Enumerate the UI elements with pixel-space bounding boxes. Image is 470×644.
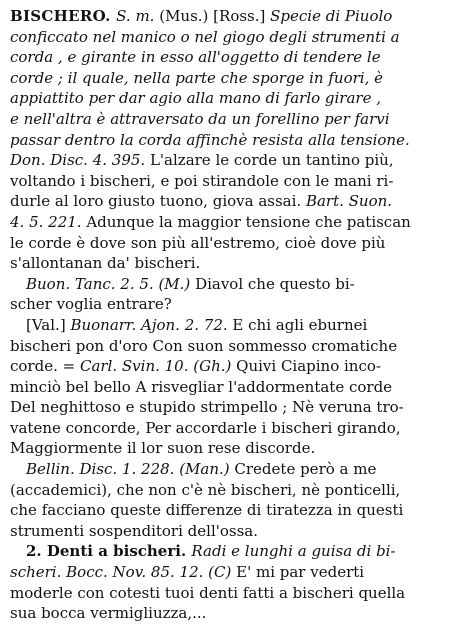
quote-line: che facciano queste differenze di tiratezza in questi [10, 501, 404, 520]
definition-text: scheri. [10, 563, 67, 582]
quote-text: E' mi par vederti [231, 563, 365, 582]
definition-line: corde ; il quale, nella parte che sporge in fuori, è [10, 68, 383, 87]
definition-line: appiattito per dar agio alla mano di farlo girare , [10, 89, 382, 108]
entry-line [10, 6, 462, 27]
quote-text: Quivi Ciapino inco- [231, 357, 381, 376]
citation-ref: Don. Disc. 4. 395. [10, 151, 146, 170]
quote-text: corde. = [10, 357, 80, 376]
citation-line [10, 212, 462, 233]
definition-line: passar dentro la corda affinchè resista alla tensione. [10, 130, 410, 149]
citation-ref: Buon. Tanc. 2. 5. (M.) [26, 274, 191, 293]
citation-line [10, 274, 462, 295]
source-tag: (Mus.) [Ross.] [159, 7, 271, 25]
quote-line: vatene concorde, Per accordarle i bischeri girando, [10, 418, 401, 437]
citation-line [10, 562, 462, 583]
citation-ref: Buonarr. Ajon. 2. 72. [70, 315, 228, 334]
definition-line: e nell'altra è attraversato da un forellino per farvi [10, 109, 390, 128]
definition-line: conficcato nel manico o nel giogo degli strumenti a [10, 27, 400, 46]
quote-line: voltando i bischeri, e poi stirandole con le mani ri- [10, 171, 394, 190]
definition-line: corda , e girante in esso all'oggetto di tendere le [10, 48, 381, 67]
source-tag: [Val.] [26, 315, 71, 334]
citation-line [10, 315, 462, 336]
quote-line: Maggiormente il lor suon rese discorde. [10, 439, 316, 458]
sense-heading: 2. Denti a bischeri. [26, 542, 192, 561]
definition-text: Specie di Piuolo [270, 7, 393, 25]
quote-line: sua bocca vermigliuzza,... [10, 604, 207, 623]
quote-text: Diavol che questo bi- [190, 274, 355, 293]
citation-line [10, 150, 462, 171]
quote-line: minciò bel bello A risvegliar l'addormentate corde [10, 377, 393, 396]
citation-ref: Carl. Svin. 10. (Gh.) [79, 357, 232, 376]
grammar-label: S. m. [116, 7, 160, 25]
quote-line: bischeri pon d'oro Con suon sommesso cromatiche [10, 336, 398, 355]
quote-line: le corde è dove son più all'estremo, cioè dove più [10, 233, 386, 252]
citation-ref: 4. 5. 221. [10, 212, 82, 231]
quote-line: moderle con cotesti tuoi denti fatti a bischeri quella [10, 583, 406, 602]
quote-line: (accademici), che non c'è nè bischeri, nè ponticelli, [10, 480, 401, 499]
quote-text: L'alzare le corde un tantino più, [145, 151, 394, 170]
definition-text: Radi e lunghi a guisa di bi- [191, 542, 396, 561]
citation-ref: Bart. Suon. [305, 192, 393, 211]
sense-line [10, 541, 462, 562]
citation-line [10, 459, 462, 480]
headword: BISCHERO. [10, 7, 117, 25]
citation-ref: Bocc. Nov. 85. 12. (C) [66, 563, 232, 582]
citation-line [10, 356, 462, 377]
quote-text: E chi agli eburnei [227, 315, 368, 334]
quote-text: Credete però a me [229, 460, 377, 479]
quote-text: Adunque la maggior tensione che patiscan [81, 212, 411, 231]
citation-line [10, 191, 462, 212]
citation-ref: Bellin. Disc. 1. 228. (Man.) [26, 460, 230, 479]
quote-line: Del neghittoso e stupido strimpello ; Nè veruna tro- [10, 398, 404, 417]
quote-line: scher voglia entrare? [10, 295, 172, 314]
quote-line: s'allontanan da' bischeri. [10, 254, 201, 273]
quote-line: strumenti sospenditori dell'ossa. [10, 521, 259, 540]
quote-text: durle al loro giusto tuono, giova assai. [10, 192, 306, 211]
